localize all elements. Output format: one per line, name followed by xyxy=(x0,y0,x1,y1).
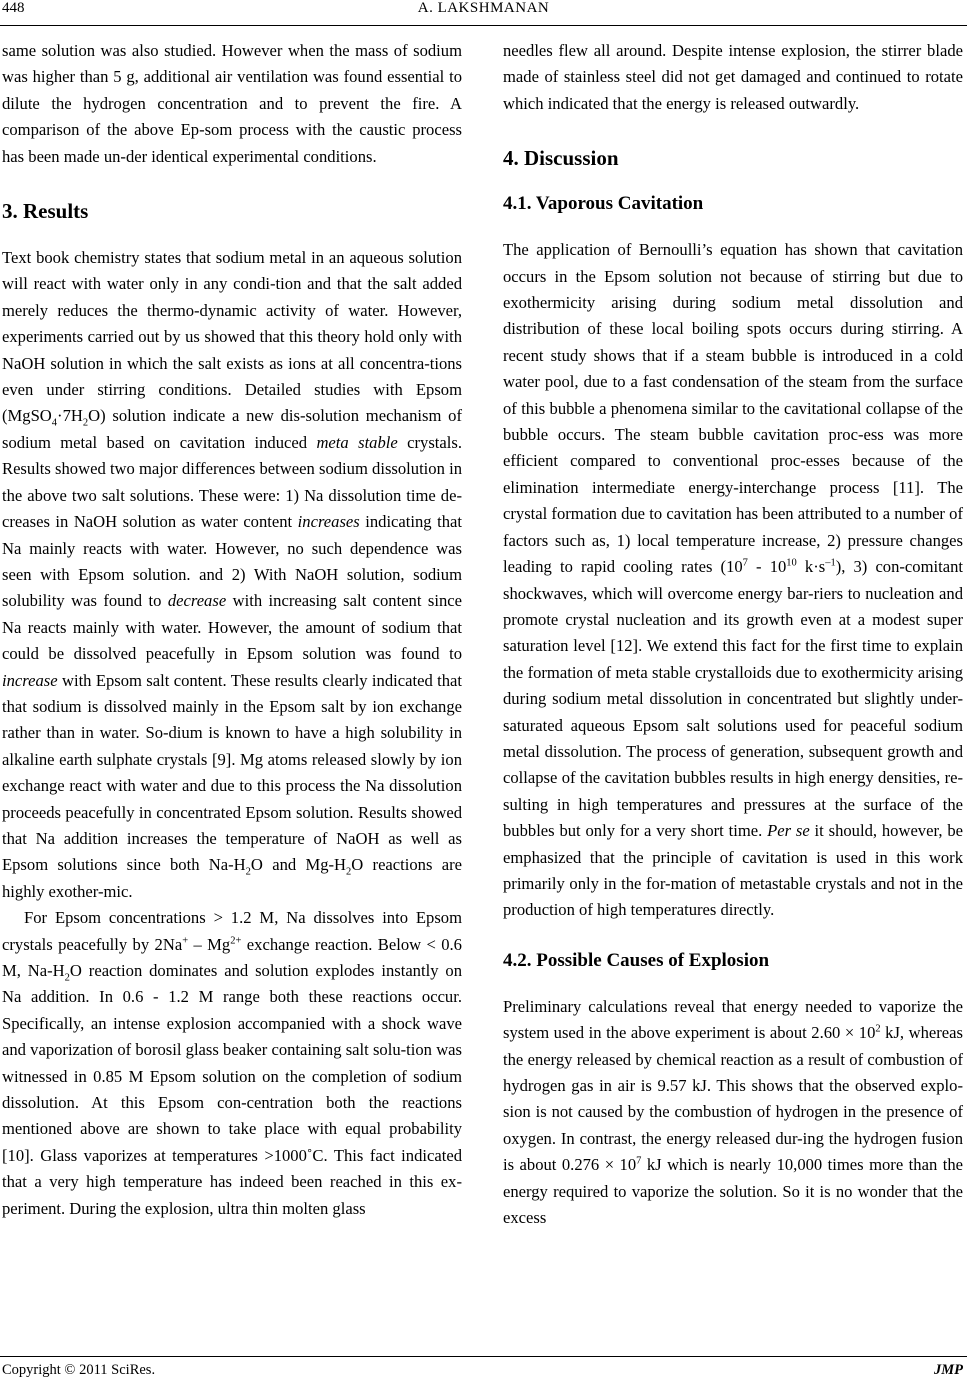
continuation-paragraph: needles flew all around. Despite intense explosion, the stirrer blade made of stainless steel did not get damaged and continued to rotate which indicated that the energy is released outwardly. xyxy=(503,41,963,113)
page-number: 448 xyxy=(2,0,25,16)
copyright-notice: Copyright © 2011 SciRes. xyxy=(2,1362,156,1378)
running-title: A. LAKSHMANAN xyxy=(417,0,550,16)
results-paragraph-1: Text book chemistry states that sodium metal in an aqueous solution will react with water only in any condi-tion and that the salt added merely reduces the thermo-dynamic activity of water. However, experiments carried out by us showed that this theory hold only with NaOH solution in which the salt exists as ions at all concentra-tions even under stirring conditions. Detailed studies with Epsom $(MgSO_4\cdot 7H_2O)$ solution indicate a new dis-solution mechanism of sodium metal based on cavitation induced meta stable crystals. Results showed two major differences between sodium dissolution in the above two salt solutions. These were: 1) Na dissolution time de-creases in NaOH solution as water content increases indicating that Na mainly reacts with water. However, no such dependence was seen with Epsom solution. and 2) With NaOH solution, sodium solubility was found to decrease with increasing salt content since Na reacts mainly with water. However, the amount of sodium that could be dissolved peacefully in Epsom solution was found to increase with Epsom salt content. These results clearly indicated that that sodium is dissolved mainly in the Epsom salt by ion exchange rather than in water. So-dium is known to have a high solubility in alkaline earth sulphate crystals [9]. Mg atoms released slowly by ion exchange react with water and due to this process the Na dissolution proceeds peacefully in concentrated Epsom solution. Results showed that Na addition increases the temperature of NaOH as well as Epsom solutions since both $Na-H_2O$ and $Mg-H_2O$ reactions are highly exother-mic. xyxy=(2,248,462,901)
results-paragraph-2: For Epsom concentrations > 1.2 M, Na dissolves into Epsom crystals peacefully by $2Na^+ - Mg^{2+}$ exchange reaction. Below < 0.6 M, $Na-H_2O$ reaction dominates and solution explodes instantly on Na addition. In 0.6 - 1.2 M range both these reactions occur. Specifically, an intense explosion accompanied with a shock wave and vaporization of borosil glass beaker containing salt solu-tion was witnessed in 0.85 M Epsom solution on the completion of sodium dissolution. At this Epsom con-centration both the reactions mentioned above are shown to take place with equal probability [10]. Glass vaporizes at temperatures >1000˚C. This fact indicated that a very high temperature has indeed been reached in this ex-periment. During the explosion, ultra thin molten glass xyxy=(2,908,462,1218)
subsection-heading-cavitation: 4.1. Vaporous Cavitation xyxy=(503,193,704,215)
footer-divider xyxy=(0,1356,967,1357)
left-column xyxy=(2,38,462,1222)
subsection-heading-explosion: 4.2. Possible Causes of Explosion xyxy=(503,949,770,971)
journal-abbreviation: JMP xyxy=(934,1362,963,1378)
header-divider xyxy=(0,25,967,26)
right-column xyxy=(503,38,963,1231)
section-heading-results: 3. Results xyxy=(2,199,89,224)
section-heading-discussion: 4. Discussion xyxy=(503,146,619,171)
explosion-paragraph: Preliminary calculations reveal that energy needed to vaporize the system used in the above experiment is about $2.60 \times 10^2$ kJ, whereas the energy released by chemical reaction as a result of combustion of hydrogen gas in air is 9.57 kJ. This shows that the observed explo-sion is not caused by the combustion of hydrogen in the presence of oxygen. In contrast, the energy released dur-ing the hydrogen fusion is about $0.276 \times 10^7$ kJ which is nearly 10,000 times more than the energy required to vaporize the solution. So it is no wonder that the excess xyxy=(503,996,963,1228)
cavitation-paragraph: The application of Bernoulli’s equation has shown that cavitation occurs in the Epsom solution not because of stirring but due to exothermicity arising during sodium metal dissolution and distribution of these local boiling spots occurs during stirring. A recent study shows that if a steam bubble is introduced in a cold water pool, due to a fast condensation of the steam from the surface of this bubble a phenomena similar to the cavitational collapse of the bubble occurs. The steam bubble cavitation proc-ess was more efficient compared to conventional proc-esses because of the elimination intermediate energy-interchange process [11]. The crystal formation due to cavitation has been attributed to a number of factors such as, 1) local temperature increase, 2) pressure changes leading to rapid cooling rates ($10^7 - 10^{10}$ $k\cdot s^{-1}$), 3) con-comitant shockwaves, which will overcome energy bar-riers to nucleation and promote crystal nucleation and its growth even at a modest super saturation level [12]. We extend this fact for the first time to explain the formation of meta stable crystalloids due to exothermicity arising during sodium metal dissolution in concentrated but slightly under-saturated aqueous Epsom salt solutions used for peaceful sodium metal dissolution. The process of generation, subsequent growth and collapse of the cavitation bubbles results in high energy densities, re-sulting in high temperatures and pressures at the surface of the bubbles but only for a very short time. Per se it should, however, be emphasized that the principle of cavitation is used in this work primarily only in the for-mation of metastable crystals and not in the production of high temperatures directly. xyxy=(503,240,963,920)
intro-paragraph: same solution was also studied. However when the mass of sodium was higher than 5 g, additional air ventilation was found essential to dilute the hydrogen concentration and to prevent the fire. A comparison of the above Ep-som process with the caustic process has been made un-der identical experimental conditions. xyxy=(2,41,462,166)
